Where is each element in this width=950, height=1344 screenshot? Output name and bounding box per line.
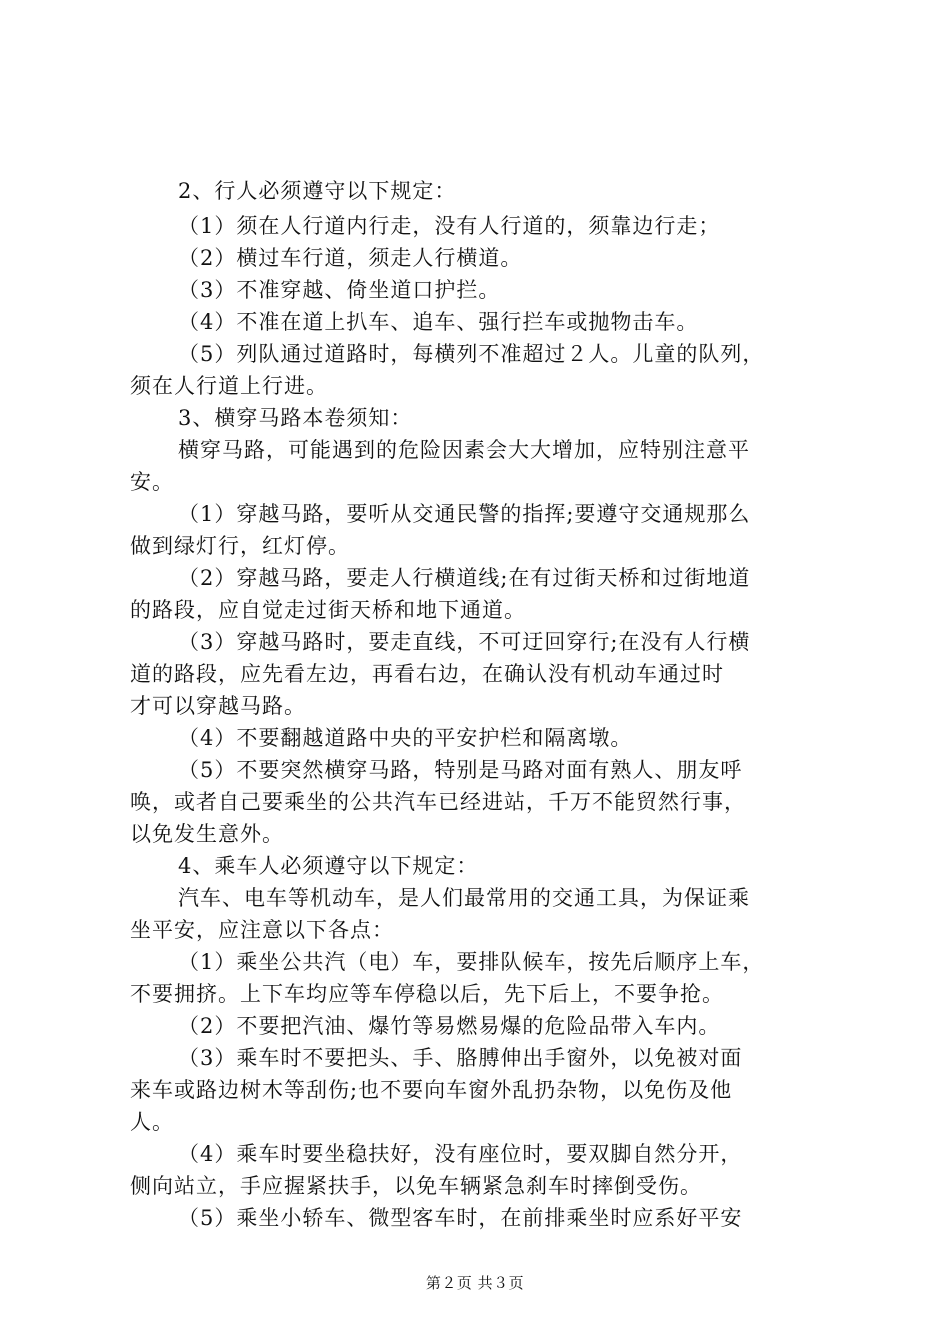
body-line: 的路段，应自觉走过街天桥和地下通道。 (130, 598, 526, 622)
page-number: 第２页 共３页 (425, 1274, 525, 1292)
body-line: （2）穿越马路，要走人行横道线;在有过街天桥和过街地道 (178, 566, 751, 590)
body-line: 侧向站立，手应握紧扶手，以免车辆紧急刹车时摔倒受伤。 (130, 1174, 702, 1198)
body-line: （1）乘坐公共汽（电）车，要排队候车，按先后顺序上车， (178, 950, 765, 974)
body-line: 做到绿灯行，红灯停。 (130, 534, 350, 558)
body-line: 安。 (130, 470, 174, 494)
body-line: （3）不准穿越、倚坐道口护拦。 (178, 278, 501, 302)
body-line: （2）横过车行道，须走人行横道。 (178, 246, 523, 270)
body-line: （1）须在人行道内行走，没有人行道的，须靠边行走； (178, 214, 721, 238)
body-line: 人。 (130, 1110, 174, 1134)
body-line: 须在人行道上行进。 (130, 374, 328, 398)
body-line: 坐平安，应注意以下各点： (130, 918, 394, 942)
section-heading: 4、乘车人必须遵守以下规定： (178, 854, 479, 878)
body-line: （5）不要突然横穿马路，特别是马路对面有熟人、朋友呼 (178, 758, 743, 782)
body-line: （1）穿越马路，要听从交通民警的指挥;要遵守交通规那么 (178, 502, 751, 526)
body-line: 才可以穿越马路。 (130, 694, 306, 718)
body-line: 唤，或者自己要乘坐的公共汽车已经进站，千万不能贸然行事， (130, 790, 746, 814)
body-line: （3）乘车时不要把头、手、胳膊伸出手窗外，以免被对面 (178, 1046, 743, 1070)
body-line: 以免发生意外。 (130, 822, 284, 846)
body-line: 不要拥挤。上下车均应等车停稳以后，先下后上，不要争抢。 (130, 982, 724, 1006)
body-line: （3）穿越马路时，要走直线，不可迂回穿行;在没有人行横 (178, 630, 751, 654)
body-line: （4）不要翻越道路中央的平安护栏和隔离墩。 (178, 726, 633, 750)
body-line: （2）不要把汽油、爆竹等易燃易爆的危险品带入车内。 (178, 1014, 721, 1038)
body-line: （5）乘坐小轿车、微型客车时，在前排乘坐时应系好平安 (178, 1206, 743, 1230)
section-heading: 3、横穿马路本卷须知： (178, 406, 413, 430)
body-line: （5）列队通过道路时，每横列不准超过２人。儿童的队列， (178, 342, 765, 366)
body-line: （4）乘车时要坐稳扶好，没有座位时，要双脚自然分开， (178, 1142, 743, 1166)
body-line: 汽车、电车等机动车，是人们最常用的交通工具，为保证乘 (178, 886, 750, 910)
body-line: 2、行人必须遵守以下规定： (178, 179, 457, 203)
body-line: 横穿马路，可能遇到的危险因素会大大增加，应特别注意平 (178, 438, 750, 462)
body-line: 来车或路边树木等刮伤;也不要向车窗外乱扔杂物，以免伤及他 (130, 1078, 733, 1102)
body-line: （4）不准在道上扒车、追车、强行拦车或抛物击车。 (178, 310, 699, 334)
body-line: 道的路段，应先看左边，再看右边，在确认没有机动车通过时 (130, 662, 724, 686)
